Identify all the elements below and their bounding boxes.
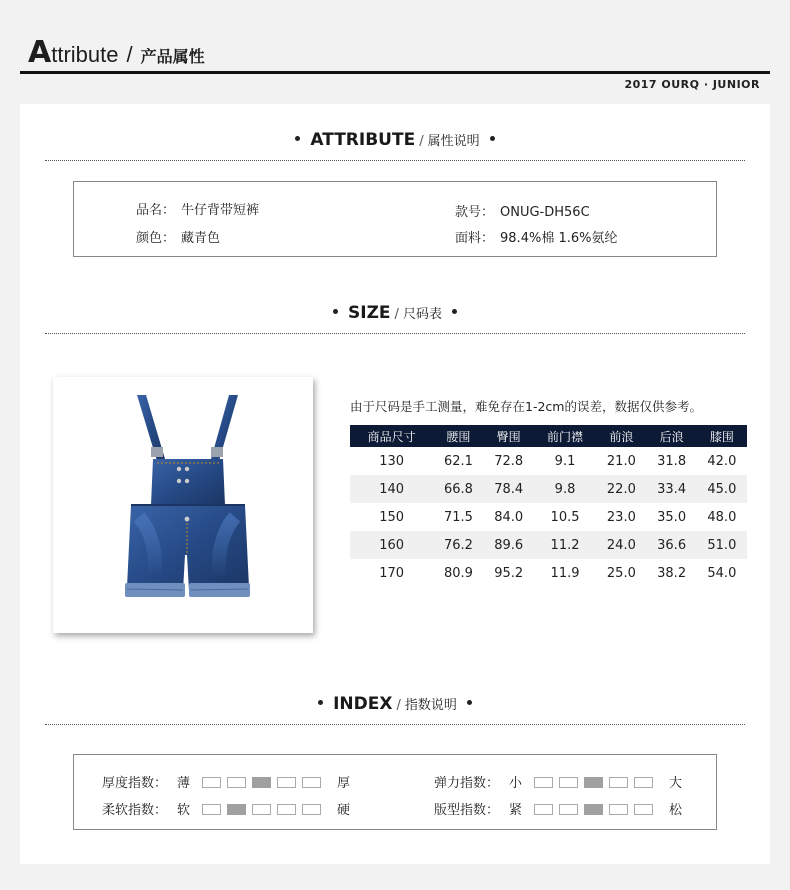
index-level-cell xyxy=(609,777,628,788)
index-level-active xyxy=(584,777,603,788)
attr-fabric-label: 面料： xyxy=(455,231,495,246)
size-table-body xyxy=(350,447,747,587)
size-cell: 140 xyxy=(350,475,433,503)
size-cell: 89.6 xyxy=(484,531,534,559)
size-cell: 45.0 xyxy=(697,475,747,503)
bullet-dot xyxy=(295,136,300,141)
size-cell: 31.8 xyxy=(657,453,687,469)
index-min-label: 小 xyxy=(509,776,523,791)
index-level-cell xyxy=(302,777,321,788)
bullet-dot xyxy=(490,136,495,141)
size-cell: 72.8 xyxy=(494,453,524,469)
index-thickness xyxy=(102,772,350,791)
size-row xyxy=(350,475,747,503)
index-elasticity xyxy=(434,772,682,791)
bullet-dot xyxy=(318,700,323,705)
index-level-cell xyxy=(302,804,321,815)
size-header-cell: 商品尺寸 xyxy=(350,425,433,447)
dotted-divider xyxy=(45,724,745,725)
size-cell: 71.5 xyxy=(443,509,473,525)
size-cell: 9.8 xyxy=(534,475,596,503)
size-section-heading xyxy=(20,302,770,324)
size-cell: 25.0 xyxy=(606,565,636,581)
title-rest: ttribute xyxy=(51,42,119,67)
size-cell: 48.0 xyxy=(707,509,737,525)
index-min-label: 紧 xyxy=(509,803,523,818)
index-level-cell xyxy=(559,777,578,788)
title-separator: / xyxy=(126,42,133,67)
section-cn-title: 尺码表 xyxy=(402,307,442,322)
bullet-dot xyxy=(333,309,338,314)
size-cell: 95.2 xyxy=(494,565,524,581)
section-en-title: ATTRIBUTE xyxy=(310,130,416,150)
index-fit xyxy=(434,799,682,818)
section-separator: / xyxy=(419,134,424,149)
attr-name xyxy=(136,199,259,218)
index-label: 厚度指数： xyxy=(102,776,168,791)
size-cell: 170 xyxy=(379,565,405,581)
section-en-title: SIZE xyxy=(348,303,391,323)
index-level-cell xyxy=(559,804,578,815)
attr-name-label: 品名： xyxy=(136,203,176,218)
size-cell: 160 xyxy=(350,531,433,559)
size-cell: 66.8 xyxy=(433,475,483,503)
header-divider xyxy=(20,71,770,74)
attr-color-value: 藏青色 xyxy=(181,231,221,246)
index-level-cell xyxy=(634,804,653,815)
index-section-heading xyxy=(20,693,770,715)
index-level-cell xyxy=(534,777,553,788)
size-cell: 38.2 xyxy=(657,565,687,581)
index-level-active xyxy=(252,777,271,788)
bullet-dot xyxy=(467,700,472,705)
size-row xyxy=(350,531,747,559)
section-cn-title: 指数说明 xyxy=(404,698,457,713)
size-cell: 33.4 xyxy=(647,475,697,503)
index-box xyxy=(73,754,717,830)
title-cn: 产品属性 xyxy=(140,47,205,66)
attr-color-label: 颜色： xyxy=(136,231,176,246)
page-header-title xyxy=(28,36,205,70)
dotted-divider xyxy=(45,160,745,161)
size-cell: 76.2 xyxy=(433,531,483,559)
index-label: 柔软指数： xyxy=(102,803,168,818)
attr-sku-value: ONUG-DH56C xyxy=(500,205,590,220)
size-cell: 11.9 xyxy=(550,565,580,581)
attribute-box xyxy=(73,181,717,257)
size-cell: 80.9 xyxy=(443,565,473,581)
denim-overalls-image xyxy=(53,377,313,633)
size-cell: 23.0 xyxy=(606,509,636,525)
index-max-label: 大 xyxy=(669,776,683,791)
attr-fabric-value: 98.4%棉 1.6%氨纶 xyxy=(500,231,618,246)
index-level-cell xyxy=(202,777,221,788)
index-level-active xyxy=(227,804,246,815)
index-max-label: 厚 xyxy=(337,776,351,791)
section-separator: / xyxy=(396,698,401,713)
index-min-label: 软 xyxy=(177,803,191,818)
size-cell: 10.5 xyxy=(550,509,580,525)
attr-sku-label: 款号： xyxy=(455,205,495,220)
size-header-cell: 臀围 xyxy=(484,425,534,447)
size-table xyxy=(350,425,747,587)
section-en-title: INDEX xyxy=(333,694,393,714)
index-softness xyxy=(102,799,350,818)
size-cell: 54.0 xyxy=(707,565,737,581)
bullet-dot xyxy=(452,309,457,314)
size-cell: 21.0 xyxy=(606,453,636,469)
index-level-active xyxy=(584,804,603,815)
size-header-cell: 后浪 xyxy=(647,425,697,447)
size-header-cell: 前浪 xyxy=(596,425,646,447)
size-cell: 150 xyxy=(379,509,405,525)
size-cell: 42.0 xyxy=(707,453,737,469)
size-row xyxy=(350,559,747,587)
index-level-cell xyxy=(534,804,553,815)
section-separator: / xyxy=(394,307,399,322)
index-label: 版型指数： xyxy=(434,803,500,818)
size-header-cell: 腰围 xyxy=(433,425,483,447)
size-table-header-row xyxy=(350,425,747,447)
size-cell: 11.2 xyxy=(534,531,596,559)
index-level-cell xyxy=(609,804,628,815)
size-row xyxy=(350,447,747,475)
size-cell: 9.1 xyxy=(554,453,576,469)
size-cell: 62.1 xyxy=(443,453,473,469)
attr-sku xyxy=(455,201,590,220)
size-cell: 51.0 xyxy=(697,531,747,559)
size-row xyxy=(350,503,747,531)
section-cn-title: 属性说明 xyxy=(427,134,480,149)
size-cell: 24.0 xyxy=(596,531,646,559)
attr-name-value: 牛仔背带短裤 xyxy=(181,203,260,218)
size-header-cell: 前门襟 xyxy=(534,425,596,447)
title-initial: A xyxy=(28,35,52,70)
attr-color xyxy=(136,227,220,246)
index-level-cell xyxy=(634,777,653,788)
index-level-cell xyxy=(277,804,296,815)
index-level-cell xyxy=(277,777,296,788)
index-min-label: 薄 xyxy=(177,776,191,791)
attribute-section-heading xyxy=(20,129,770,151)
size-cell: 22.0 xyxy=(596,475,646,503)
index-level-cell xyxy=(227,777,246,788)
index-max-label: 硬 xyxy=(337,803,351,818)
size-note: 由于尺码是手工测量，难免存在1-2cm的误差，数据仅供参考。 xyxy=(350,399,702,414)
index-level-cell xyxy=(252,804,271,815)
index-level-cell xyxy=(202,804,221,815)
size-cell: 84.0 xyxy=(494,509,524,525)
product-photo xyxy=(53,377,313,633)
brand-label: 2017 OURQ · JUNIOR xyxy=(624,78,760,91)
size-cell: 36.6 xyxy=(647,531,697,559)
size-cell: 35.0 xyxy=(657,509,687,525)
dotted-divider xyxy=(45,333,745,334)
index-label: 弹力指数： xyxy=(434,776,500,791)
index-max-label: 松 xyxy=(669,803,683,818)
size-cell: 78.4 xyxy=(484,475,534,503)
size-header-cell: 膝围 xyxy=(697,425,747,447)
size-cell: 130 xyxy=(379,453,405,469)
attr-fabric xyxy=(455,227,617,246)
